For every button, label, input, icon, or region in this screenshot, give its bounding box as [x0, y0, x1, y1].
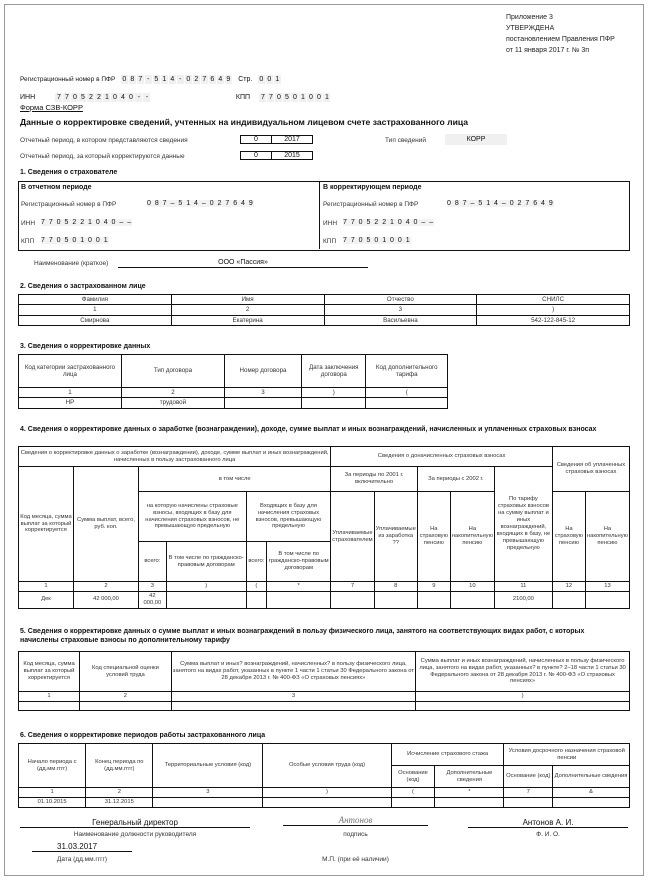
header-cell: на которую начислены страховые взносы, входящих в базу для начисления страховых взносов, не превышающую предельную [139, 492, 247, 542]
digit-cell: 4 [218, 76, 223, 83]
sign-date: 31.03.2017 [32, 842, 132, 852]
header-cell: Сумма выплат, всего, руб. коп. [74, 467, 139, 582]
inn-field [20, 86, 152, 104]
number-cell: 1 [19, 582, 74, 592]
period-code: 0 [241, 136, 272, 143]
contract-date-cell [302, 398, 366, 408]
digit-cell: 2 [89, 94, 93, 101]
kpp-label: КПП [323, 238, 337, 245]
number-row [19, 388, 448, 398]
insurer-box [18, 181, 630, 251]
digit-cell: 7 [202, 76, 207, 83]
inn-label: ИНН [323, 220, 338, 227]
data-cell [553, 797, 630, 807]
earnings-correction-table [18, 446, 630, 609]
header-cell: всего: [246, 542, 266, 582]
data-cell [417, 591, 450, 608]
number-cell: 1 [19, 388, 122, 398]
data-cell: Дек [19, 591, 74, 608]
header-cell: Основание (код) [391, 766, 435, 788]
number-cell: 9 [417, 582, 450, 592]
digit-cell: 5 [154, 76, 159, 83]
section3-title: 3. Сведения о корректировке данных [20, 343, 151, 350]
digit-cell: - [143, 93, 150, 102]
data-cell: 42 000,00 [74, 591, 139, 608]
info-type-value: КОРР [445, 134, 507, 145]
section1-title: 1. Сведения о страхователе [20, 169, 118, 176]
data-cell [374, 591, 417, 608]
stamp-label: М.П. (при её наличии) [322, 856, 389, 863]
period-year: 2017 [284, 136, 300, 143]
digit-cell: - [145, 75, 152, 84]
data-cell: 31.12.2015 [86, 797, 153, 807]
name-cell: Екатерина [171, 315, 324, 325]
header-cell: в том числе [139, 467, 331, 492]
header-cell: Код специальной оценки условий труда [80, 652, 172, 692]
header-cell: Территориальные условия (код) [153, 744, 263, 788]
number-cell: ) [166, 582, 246, 592]
digit-cell: - [177, 75, 184, 84]
data-cell [552, 591, 585, 608]
table-row [19, 797, 630, 807]
correcting-period-panel [321, 182, 629, 249]
digit-cell: 2 [194, 76, 199, 83]
digit-cell: 7 [138, 76, 143, 83]
contract-type-cell: трудовой [121, 398, 224, 408]
period-submitted-box [240, 135, 313, 144]
data-cell [416, 701, 630, 710]
header-cell: Уплачиваемые страхователем [331, 492, 374, 582]
number-cell: 13 [585, 582, 629, 592]
digit-cell: 2 [97, 94, 101, 101]
reg-label: Регистрационный номер в ПФР [323, 201, 419, 208]
digit-cell: 1 [105, 94, 109, 101]
data-cell [171, 701, 415, 710]
appendix-block [506, 12, 615, 56]
header-cell: Сведения о доначисленных страховых взносах [331, 447, 553, 467]
section4-title: 4. Сведения о корректировке данных о заработке (вознаграждении), доходе, сумме выплат и иных вознаграждений, начисленных и уплаченных страховых взносах [20, 426, 597, 433]
number-cell: ) [477, 305, 630, 315]
page-cells [258, 74, 282, 85]
page-label: Стр. [238, 76, 253, 83]
number-cell: ) [263, 788, 391, 798]
digit-cell: 0 [73, 94, 77, 101]
header-cell: На страховую пенсию [417, 492, 450, 582]
table-header-row [19, 744, 630, 766]
reg-number-field [20, 68, 283, 86]
digit-cell: 0 [267, 76, 272, 83]
date-label: Дата (дд.мм.гггг) [56, 856, 108, 863]
header-cell: Дополнительные сведения [553, 766, 630, 788]
kpp-label: КПП [235, 94, 251, 101]
header-cell: Сумма выплат и иных вознаграждений, начисленных в пользу физического лица, занятого на видах работ, указанных? в пункте? 2–18 части 1 статьи 30 Федерального закона от 28 декабря 2013 г. № 400-ФЗ «О страховых пенсиях» [416, 652, 630, 692]
company-name-label: Наименование (краткое) [34, 260, 109, 267]
inn-label: ИНН [20, 94, 36, 101]
header-cell: Дата заключения договора [302, 355, 366, 388]
data-cell [80, 701, 172, 710]
header-cell: Код дополнительного тарифа [366, 355, 448, 388]
header-cell: В том числе по гражданско-правовым договорам [166, 542, 246, 582]
manager-name: Антонов А. И. [468, 818, 628, 828]
number-cell: ) [416, 692, 630, 702]
header-cell: Отчество [324, 295, 477, 305]
contract-number-cell [224, 398, 301, 408]
data-cell: 01.10.2015 [19, 797, 86, 807]
number-cell: 1 [19, 788, 86, 798]
header-cell: По тарифу страховых взносов на сумму выплат и иных вознаграждений, входящих в базу, не превышающую предельную [494, 467, 552, 582]
header-cell: Условия досрочного назначения страховой пенсии [504, 744, 630, 766]
digit-cell: 7 [261, 94, 265, 101]
data-cell [435, 797, 504, 807]
kpp-field [232, 86, 332, 104]
period-code: 0 [241, 152, 272, 159]
number-cell: 2 [80, 692, 172, 702]
digit-cell: 9 [226, 76, 231, 83]
header-cell: За периоды по 2001 г. включительно [331, 467, 418, 492]
header-cell: Сумма выплат и иных? вознаграждений, начисленных? в пользу физического лица, занятого на видах работ, указанных в пункте 1 части 1 статьи 30 Федерального закона от 28 декабря 2013 г. № 400-ФЗ «О страховых пенсиях» [171, 652, 415, 692]
page-title: Данные о корректировке сведений, учтенных на индивидуальном лицевом счете застрахованного лица [20, 117, 469, 127]
number-cell: 7 [504, 788, 553, 798]
digit-cell: 4 [170, 76, 175, 83]
position-label: Наименование должности руководителя [73, 831, 197, 838]
section5-title: 5. Сведения о корректировке данных о сумме выплат и иных вознаграждений в пользу физического лица, занятого на соответствующих видах работ, с которых начислены страховые взносы по дополнительному тарифу [20, 628, 585, 644]
period-corrected-box [240, 151, 313, 160]
inn-value: 7 7 0 5 2 2 1 0 4 0 – – [41, 219, 133, 226]
data-cell [246, 591, 266, 608]
digit-cell: 0 [122, 76, 127, 83]
digit-cell: 1 [301, 94, 305, 101]
number-cell: 3 [324, 305, 477, 315]
number-cell: 2 [86, 788, 153, 798]
number-cell: 3 [153, 788, 263, 798]
header-cell: Сведения о корректировке данных о заработке (вознаграждении), доходе, сумме выплат и иных вознаграждений, начисленных в пользу застрахованного лица [19, 447, 331, 467]
number-cell: 3 [171, 692, 415, 702]
number-cell: & [553, 788, 630, 798]
data-cell [585, 591, 629, 608]
header-cell: Начало периода с (дд.мм.гггг) [19, 744, 86, 788]
panel-title: В корректирующем периоде [323, 184, 422, 191]
number-cell: 8 [374, 582, 417, 592]
period-submitted-label: Отчетный период, в котором представляются сведения [20, 137, 188, 144]
number-cell: ( [391, 788, 435, 798]
inn-cells [55, 92, 151, 103]
reg-value: 0 8 7 – 5 1 4 – 0 2 7 6 4 9 [147, 200, 254, 207]
digit-cell: 1 [162, 76, 167, 83]
data-cell [166, 591, 246, 608]
data-correction-table [18, 354, 448, 409]
period-corrected-label: Отчетный период, за который корректируются данные [20, 153, 185, 160]
tariff-code-cell [366, 398, 448, 408]
table-header-row [19, 652, 630, 692]
number-cell: 2 [171, 305, 324, 315]
data-cell [267, 591, 331, 608]
manager-position: Генеральный директор [20, 818, 250, 828]
digit-cell: 0 [259, 76, 264, 83]
header-cell: На накопительную пенсию [585, 492, 629, 582]
number-cell: 3 [139, 582, 167, 592]
reg-label: Регистрационный номер в ПФР [21, 201, 117, 208]
form-name: Форма СЗВ-КОРР [20, 103, 83, 112]
digit-cell: 4 [121, 94, 125, 101]
header-cell: На накопительную пенсию [450, 492, 494, 582]
header-cell: Имя [171, 295, 324, 305]
reg-cells [121, 74, 233, 85]
digit-cell: 5 [81, 94, 85, 101]
number-cell: 11 [494, 582, 552, 592]
reg-value: 0 8 7 – 5 1 4 – 0 2 7 6 4 9 [447, 200, 554, 207]
number-row [19, 305, 630, 315]
section2-title: 2. Сведения о застрахованном лице [20, 283, 146, 290]
number-cell: 3 [224, 388, 301, 398]
appendix-line: Приложение 3 [506, 14, 553, 21]
digit-cell: 0 [113, 94, 117, 101]
header-cell: всего: [139, 542, 167, 582]
reg-label: Регистрационный номер в ПФР [20, 76, 116, 83]
header-cell: Код месяца, сумма выплат за который корректируется [19, 467, 74, 582]
digit-cell: 7 [269, 94, 273, 101]
header-cell: Номер договора [224, 355, 301, 388]
kpp-label: КПП [21, 238, 35, 245]
table-row [19, 701, 630, 710]
digit-cell: 0 [129, 94, 133, 101]
data-cell [19, 701, 80, 710]
kpp-value: 7 7 0 5 0 1 0 0 1 [343, 237, 411, 244]
header-cell: Особые условия труда (код) [263, 744, 391, 788]
number-cell: 10 [450, 582, 494, 592]
patronymic-cell: Васильевна [324, 315, 477, 325]
signature-image: Антонов [283, 815, 428, 826]
header-cell: Код категории застрахованного лица [19, 355, 122, 388]
period-year: 2015 [284, 152, 300, 159]
reporting-period-panel [19, 182, 320, 249]
data-cell [331, 591, 374, 608]
table-row [19, 315, 630, 325]
header-cell: Код месяца, сумма выплат за который корректируется [19, 652, 80, 692]
header-cell: Основание (код) [504, 766, 553, 788]
table-row [19, 591, 630, 608]
table-header-row [19, 355, 448, 388]
number-cell: 12 [552, 582, 585, 592]
header-cell: За периоды с 2002 г. [417, 467, 494, 492]
data-cell: 42 000,00 [139, 591, 167, 608]
surname-cell: Смирнова [19, 315, 172, 325]
number-row [19, 582, 630, 592]
digit-cell: 0 [186, 76, 191, 83]
panel-title: В отчетном периоде [21, 184, 92, 191]
digit-cell: 0 [309, 94, 313, 101]
digit-cell: 6 [210, 76, 215, 83]
inn-value: 7 7 0 5 2 2 1 0 4 0 – – [343, 219, 435, 226]
data-cell [504, 797, 553, 807]
number-cell: 1 [19, 305, 172, 315]
info-type-label: Тип сведений [385, 137, 427, 144]
table-header-row [19, 295, 630, 305]
header-cell: На страховую пенсию [552, 492, 585, 582]
snils-cell: 542-122-845-12 [477, 315, 630, 325]
number-cell: 7 [331, 582, 374, 592]
table-header-row [19, 467, 630, 492]
section6-title: 6. Сведения о корректировке периодов работы застрахованного лица [20, 732, 266, 739]
signature-label: подпись [343, 831, 368, 838]
number-cell: 1 [19, 692, 80, 702]
data-cell: 2100,00 [494, 591, 552, 608]
table-row [19, 398, 448, 408]
header-cell: Входящих в базу для начисления страховых взносов, превышающую предельную [246, 492, 331, 542]
digit-cell: 1 [275, 76, 280, 83]
header-cell: Уплачиваемые из заработка ?? [374, 492, 417, 582]
digit-cell: 8 [130, 76, 135, 83]
number-cell: 2 [74, 582, 139, 592]
category-cell: НР [19, 398, 122, 408]
digit-cell: 1 [325, 94, 329, 101]
work-periods-table [18, 743, 630, 808]
inn-label: ИНН [21, 220, 36, 227]
digit-cell: 0 [277, 94, 281, 101]
digit-cell: 7 [57, 94, 61, 101]
header-cell: Тип договора [121, 355, 224, 388]
digit-cell: - [135, 93, 142, 102]
additional-tariff-table [18, 651, 630, 711]
number-cell: 2 [121, 388, 224, 398]
digit-cell: 7 [65, 94, 69, 101]
kpp-value: 7 7 0 5 0 1 0 0 1 [41, 237, 109, 244]
name-label: Ф. И. О. [536, 831, 560, 838]
header-cell: Исчисление страхового стажа [391, 744, 504, 766]
digit-cell: 5 [285, 94, 289, 101]
number-cell: * [435, 788, 504, 798]
appendix-line: от 11 января 2017 г. № 3п [506, 47, 590, 54]
data-cell [391, 797, 435, 807]
header-cell: В том числе по гражданско-правовым договорам [267, 542, 331, 582]
data-cell [153, 797, 263, 807]
header-cell: СНИЛС [477, 295, 630, 305]
data-cell [450, 591, 494, 608]
appendix-line: УТВЕРЖДЕНА [506, 25, 555, 32]
number-cell: ) [302, 388, 366, 398]
header-cell: Сведения об уплаченных страховых взносах [552, 447, 629, 492]
header-cell: Конец периода по (дд.мм.гггг) [86, 744, 153, 788]
company-name-value: ООО «Пассия» [118, 259, 368, 268]
header-cell: Дополнительные сведения [435, 766, 504, 788]
number-cell: ( [246, 582, 266, 592]
number-cell: * [267, 582, 331, 592]
digit-cell: 0 [317, 94, 321, 101]
kpp-cells [259, 92, 331, 103]
number-cell: ( [366, 388, 448, 398]
insured-person-table [18, 294, 630, 326]
header-cell: Фамилия [19, 295, 172, 305]
data-cell [263, 797, 391, 807]
digit-cell: 0 [293, 94, 297, 101]
number-row [19, 788, 630, 798]
number-row [19, 692, 630, 702]
appendix-line: постановлением Правления ПФР [506, 36, 615, 43]
table-header-row [19, 447, 630, 467]
